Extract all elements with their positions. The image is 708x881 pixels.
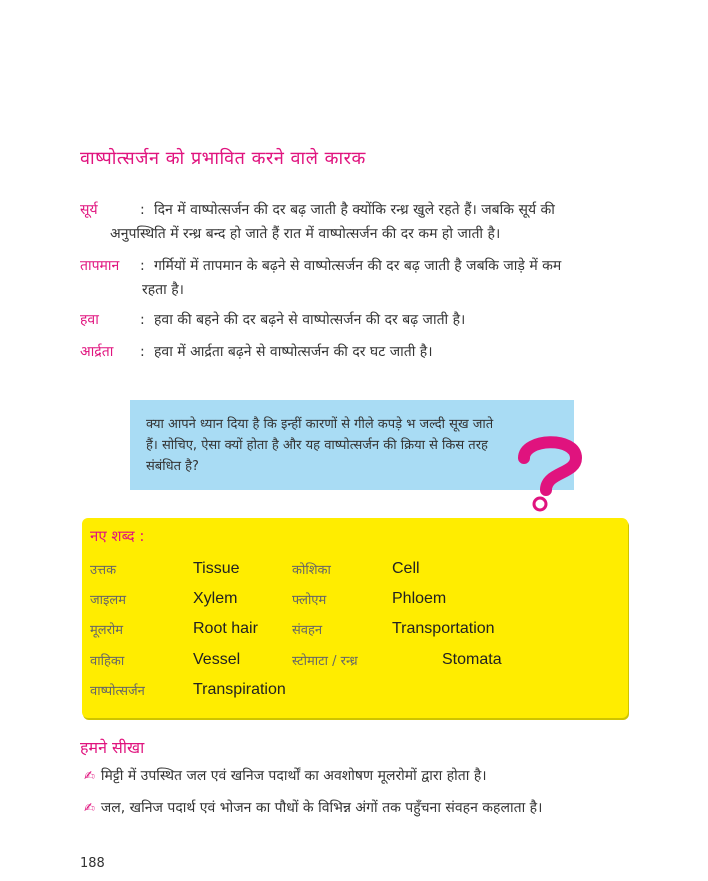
factor-text: दिन में वाष्पोत्सर्जन की दर बढ़ जाती है क्योंकि रन्ध्र खुले रहते हैं। जबकि सूर्य की (154, 202, 555, 218)
factor-colon: : (140, 312, 145, 328)
word-hindi: जाइलम (90, 593, 126, 608)
factor-text: हवा में आर्द्रता बढ़ने से वाष्पोत्सर्जन की दर घट जाती है। (154, 344, 433, 360)
learned-title: हमने सीखा (80, 738, 145, 757)
factor-colon: : (140, 344, 145, 360)
factor-label: आर्द्रता (80, 344, 114, 360)
word-hindi: उत्तक (90, 563, 117, 578)
word-hindi: संवहन (292, 623, 323, 638)
factor-wind (80, 308, 640, 332)
word-hindi: वाष्पोत्सर्जन (90, 684, 145, 699)
word-english: Tissue (193, 560, 240, 577)
learned-item (84, 766, 487, 785)
factor-label: सूर्य (80, 202, 98, 218)
word-english: Transportation (392, 620, 495, 637)
new-words-box (82, 518, 628, 718)
question-text: क्या आपने ध्यान दिया है कि इन्हीं कारणों से गीले कपड़े भ जल्दी सूख जाते हैं। सोचिए, ऐसा क्यों होता है और यह वाष्पोत्सर्जन की क्रिया से किस तरह संबंधित है? (146, 417, 494, 474)
factor-sun (80, 198, 640, 246)
page-number: 188 (80, 856, 105, 871)
factor-label: हवा (80, 312, 99, 328)
word-english: Phloem (392, 590, 447, 607)
section-heading: वाष्पोत्सर्जन को प्रभावित करने वाले कारक (80, 148, 366, 169)
word-english: Transpiration (193, 681, 286, 698)
factor-colon: : (140, 202, 145, 218)
factor-text: गर्मियों में तापमान के बढ़ने से वाष्पोत्सर्जन की दर बढ़ जाती है जबकि जाड़े में कम (154, 258, 562, 274)
word-english: Xylem (193, 590, 238, 607)
learned-text: मिट्टी में उपस्थित जल एवं खनिज पदार्थों का अवशोषण मूलरोमों द्वारा होता है। (100, 768, 487, 784)
factor-text: हवा की बहने की दर बढ़ने से वाष्पोत्सर्जन की दर बढ़ जाती है। (154, 312, 466, 328)
new-words-title: नए शब्द : (90, 527, 145, 545)
word-hindi: कोशिका (292, 563, 331, 578)
question-mark-icon (510, 428, 590, 512)
question-box (130, 400, 574, 490)
factor-label: तापमान (80, 258, 120, 274)
factor-text-cont: अनुपस्थिति में रन्ध्र बन्द हो जाते हैं रात में वाष्पोत्सर्जन की दर कम हो जाती है। (110, 226, 501, 242)
word-hindi: मूलरोम (90, 623, 124, 638)
word-english: Root hair (193, 620, 258, 637)
pen-icon: ✍ (84, 769, 95, 784)
word-english: Vessel (193, 651, 241, 668)
word-english: Stomata (442, 651, 502, 668)
word-english: Cell (392, 560, 420, 577)
factor-colon: : (140, 258, 145, 274)
factor-text-cont: रहता है। (142, 282, 184, 298)
factor-humidity (80, 340, 640, 364)
pen-icon: ✍ (84, 801, 95, 816)
learned-text: जल, खनिज पदार्थ एवं भोजन का पौधों के विभिन्न अंगों तक पहुँचना संवहन कहलाता है। (100, 800, 543, 816)
word-hindi: फ्लोएम (292, 593, 327, 608)
learned-item (84, 798, 542, 817)
word-hindi: स्टोमाटा / रन्ध्र (292, 654, 358, 669)
factor-temperature (80, 254, 640, 302)
word-hindi: वाहिका (90, 654, 125, 669)
